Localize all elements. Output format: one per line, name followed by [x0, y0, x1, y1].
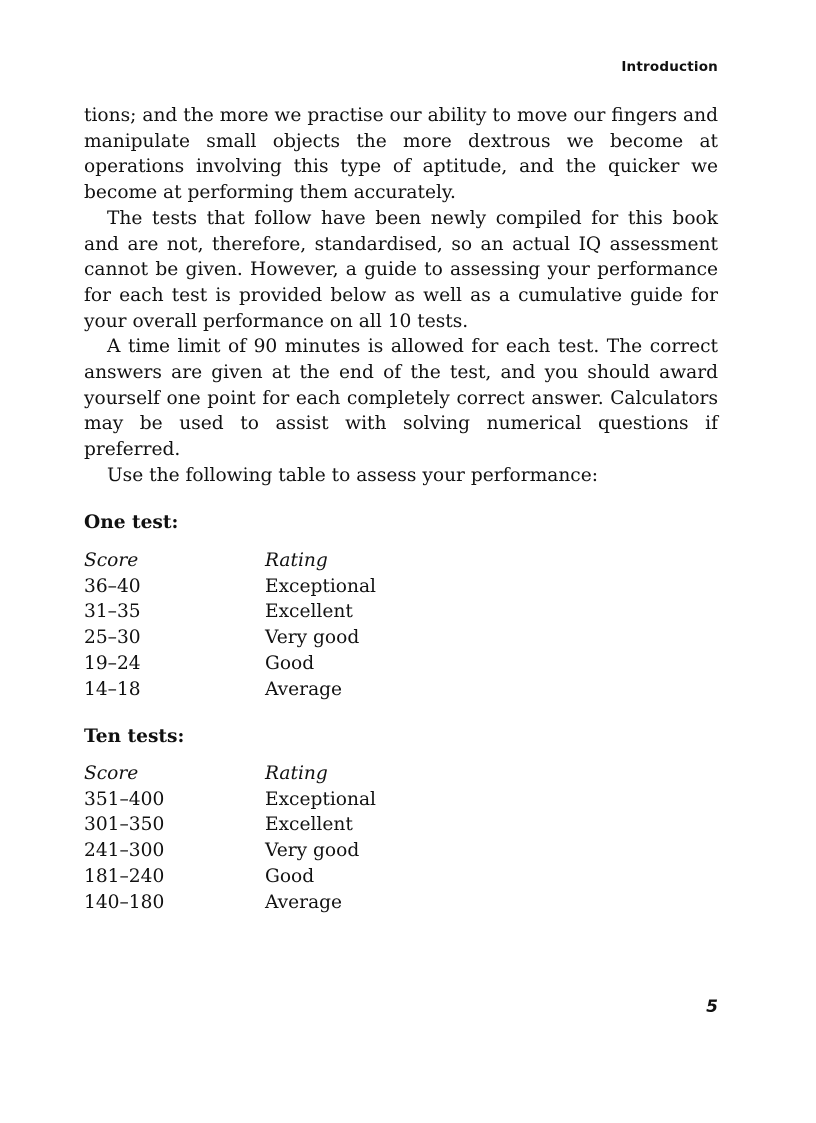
score-cell: 241–300	[84, 840, 165, 862]
table-row	[84, 677, 376, 703]
table-row	[84, 864, 376, 890]
score-column-header: Score	[84, 550, 139, 571]
score-cell: 301–350	[84, 814, 165, 836]
rating-cell: Very good	[265, 627, 360, 649]
score-cell: 31–35	[84, 601, 141, 623]
rating-column-header: Rating	[265, 550, 328, 571]
running-head: Introduction	[621, 59, 718, 75]
score-cell: 351–400	[84, 788, 165, 810]
paragraph-continuation: tions; and the more we practise our ability to move our fingers and manipulate small objects the more dextrous we become at operations involving this type of aptitude, and the quicker we become at performing them accurately.	[84, 105, 718, 204]
table-row	[84, 599, 376, 625]
paragraph-tests-intro: The tests that follow have been newly compiled for this book and are not, therefore, standardised, so an actual IQ assessment cannot be given. However, a guide to assessing your performance for each test is provided below as well as a cumulative guide for your overall performance on all 10 tests.	[84, 207, 718, 332]
one-test-heading: One test:	[84, 512, 179, 533]
rating-cell: Excellent	[265, 814, 353, 836]
score-cell: 140–180	[84, 891, 165, 913]
page-number: 5	[706, 997, 718, 1017]
table-header-row	[84, 548, 376, 574]
table-row	[84, 625, 376, 651]
rating-cell: Very good	[265, 840, 360, 862]
ten-tests-heading: Ten tests:	[84, 726, 185, 747]
score-cell: 181–240	[84, 865, 165, 887]
table-row	[84, 812, 376, 838]
score-column-header: Score	[84, 763, 139, 784]
table-row	[84, 787, 376, 813]
table-header-row	[84, 761, 376, 787]
rating-cell: Average	[265, 891, 343, 913]
rating-cell: Exceptional	[265, 788, 376, 810]
rating-column-header: Rating	[265, 763, 328, 784]
ten-tests-table	[84, 761, 376, 915]
rating-cell: Good	[265, 652, 315, 674]
table-row	[84, 651, 376, 677]
body-text	[84, 103, 718, 489]
paragraph-table-intro: Use the following table to assess your performance:	[107, 464, 598, 486]
score-cell: 14–18	[84, 678, 141, 700]
paragraph-time-limit: A time limit of 90 minutes is allowed for each test. The correct answers are given at the end of the test, and you should award yourself one point for each completely correct answer. Calculators may be used to assist with solving numerical questions if preferred.	[84, 336, 718, 461]
score-cell: 19–24	[84, 652, 141, 674]
table-row	[84, 838, 376, 864]
table-row	[84, 574, 376, 600]
table-row	[84, 890, 376, 916]
rating-cell: Excellent	[265, 601, 353, 623]
rating-cell: Exceptional	[265, 575, 376, 597]
one-test-table	[84, 548, 376, 702]
rating-cell: Good	[265, 865, 315, 887]
score-cell: 36–40	[84, 575, 141, 597]
score-cell: 25–30	[84, 627, 141, 649]
rating-cell: Average	[265, 678, 343, 700]
